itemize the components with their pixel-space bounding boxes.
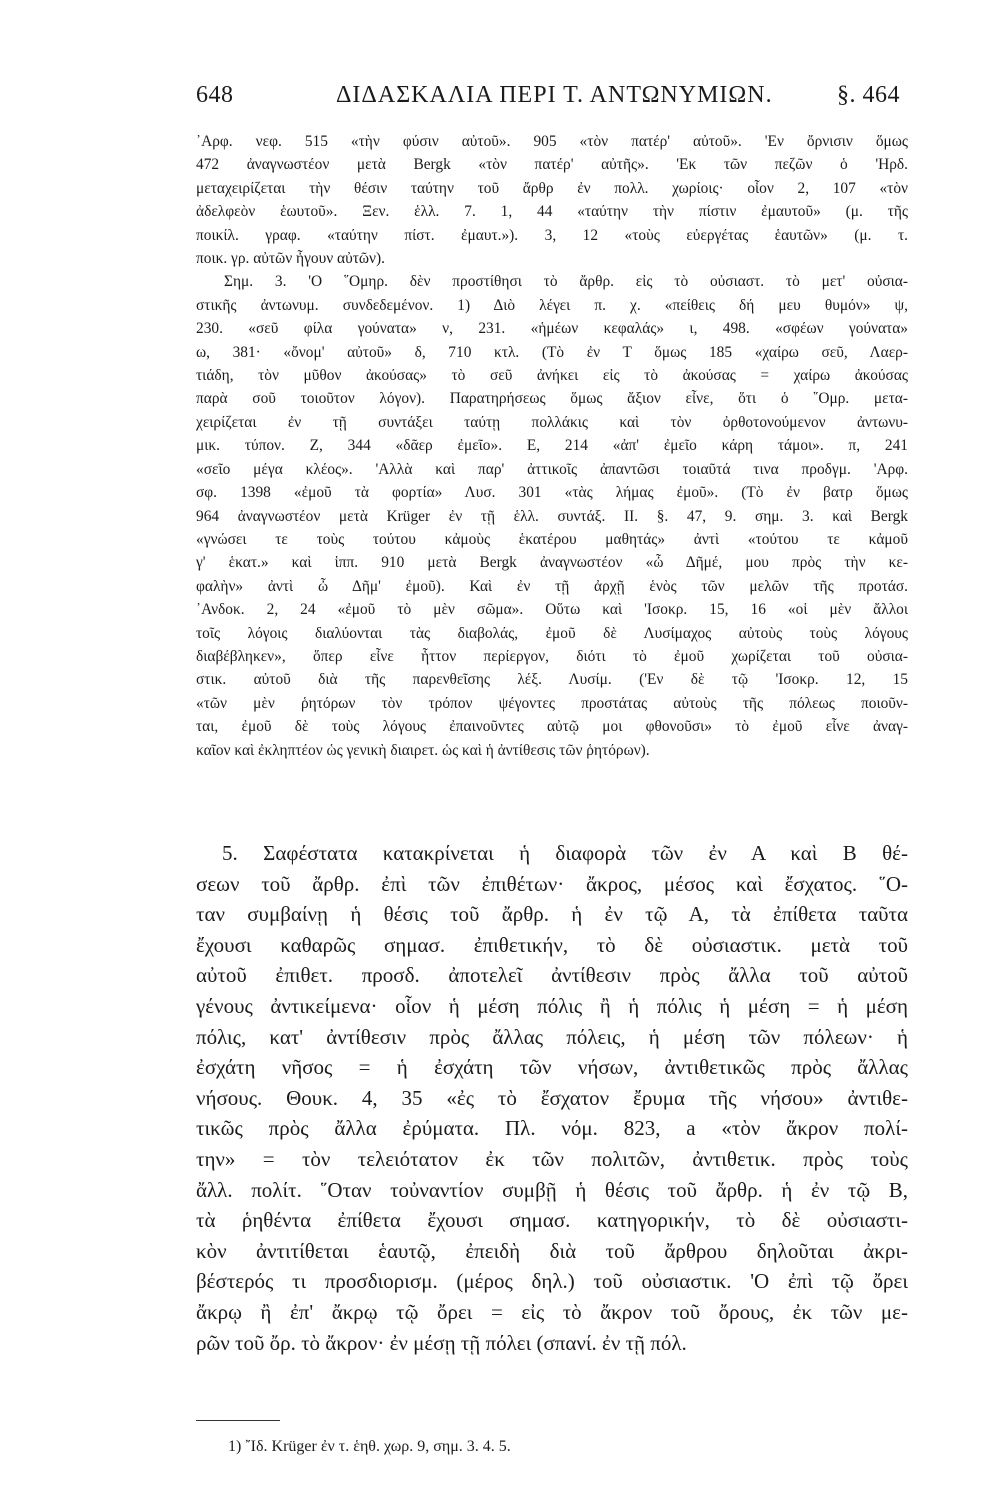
- text-line: φαλὴν» ἀντὶ ὦ Δῆμ' ἐμοῦ). Καὶ ἐν τῇ ἀρχῇ ἑνὸς τῶν μελῶν τῆς προτάσ.: [196, 577, 908, 595]
- text-line: μικ. τύπον. Ζ, 344 «δᾶερ ἐμεῖο». Ε, 214 «ἀπ' ἐμεῖο κάρη τάμοι». π, 241: [196, 437, 908, 455]
- text-line: 5. Σαφέστατα κατακρίνεται ἡ διαφορὰ τῶν ἐν Α καὶ Β θέ-: [222, 841, 908, 865]
- text-line: Σημ. 3. 'Ο ῞Ομηρ. δὲν προστίθησι τὸ ἄρθρ. εἰς τὸ οὐσιαστ. τὸ μετ' οὐσια-: [224, 273, 908, 291]
- running-header: [196, 82, 900, 116]
- text-line: ᾿Ανδοκ. 2, 24 «ἐμοῦ τὸ μὲν σῶμα». Οὕτω καὶ 'Ισοκρ. 15, 16 «οἱ μὲν ἄλλοι: [196, 601, 908, 619]
- text-line: παρὰ σοῦ τοιοῦτον λόγον). Παρατηρήσεως ὅμως ἄξιον εἶνε, ὅτι ὁ ῞Ομρ. μετα-: [196, 390, 908, 408]
- text-line: ἔχουσι καθαρῶς σημασ. ἐπιθετικήν, τὸ δὲ οὐσιαστικ. μετὰ τοῦ: [196, 932, 908, 957]
- text-line: ἄκρῳ ἢ ἐπ' ἄκρῳ τῷ ὄρει = εἰς τὸ ἄκρον τοῦ ὄρους, ἐκ τῶν με-: [196, 1299, 908, 1324]
- text-line: τὰ ῥηθέντα ἐπίθετα ἔχουσι σημασ. κατηγορικήν, τὸ δὲ οὐσιαστι-: [196, 1208, 908, 1233]
- text-line: μεταχειρίζεται τὴν θέσιν ταύτην τοῦ ἄρθρ ἐν πολλ. χωρίοις· οἷον 2, 107 «τὸν: [196, 179, 908, 197]
- text-line: ἄλλ. πολίτ. ῞Οταν τοὐναντίον συμβῇ ἡ θέσις τοῦ ἄρθρ. ἡ ἐν τῷ Β,: [196, 1177, 908, 1202]
- footnote-rule: [196, 1420, 280, 1421]
- text-line: ἀδελφεὸν ἑωυτοῦ». Ξεν. ἑλλ. 7. 1, 44 «ταύτην τὴν πίστιν ἐμαυτοῦ» (μ. τῆς: [196, 203, 908, 221]
- text-line: «σεῖο μέγα κλέος». 'Αλλὰ καὶ παρ' ἀττικοῖς ἀπαντῶσι τοιαῦτά τινα προδγμ. 'Αρφ.: [196, 460, 908, 478]
- text-line: ται, ἐμοῦ δὲ τοὺς λόγους ἐπαινοῦντες αὐτῷ μοι φθονοῦσι» τὸ ἐμοῦ εἶνε ἀναγ-: [196, 718, 908, 736]
- text-line: κὸν ἀντιτίθεται ἑαυτῷ, ἐπειδὴ διὰ τοῦ ἄρθρου δηλοῦται ἀκρι-: [196, 1238, 908, 1263]
- text-line: γένους ἀντικείμενα· οἷον ἡ μέση πόλις ἢ ἡ πόλις ἡ μέση = ἡ μέση: [196, 993, 908, 1018]
- running-title: ΔΙΔΑΣΚΑΛΙΑ ΠΕΡΙ Τ. ΑΝΤΩΝΥΜΙΩΝ.: [336, 82, 773, 108]
- text-line: ρῶν τοῦ ὄρ. τὸ ἄκρον· ἐν μέσῃ τῇ πόλει (σπανί. ἐν τῇ πόλ.: [196, 1330, 687, 1355]
- text-line: στικ. αὐτοῦ διὰ τῆς παρενθεῖσης λέξ. Λυσίμ. ('Εν δὲ τῷ 'Ισοκρ. 12, 15: [196, 671, 908, 689]
- text-line: ποικίλ. γραφ. «ταύτην πίστ. ἐμαυτ.»). 3, 12 «τοὺς εὐεργέτας ἑαυτῶν» (μ. τ.: [196, 226, 908, 244]
- text-line: σφ. 1398 «ἐμοῦ τὰ φορτία» Λυσ. 301 «τὰς λήμας ἐμοῦ». (Τὸ ἐν βατρ ὅμως: [196, 484, 908, 502]
- text-line: χειρίζεται ἐν τῇ συντάξει ταύτῃ πολλάκις καὶ τὸν ὀρθοτονούμενον ἀντωνυ-: [196, 413, 908, 431]
- text-line: διαβέβληκεν», ὅπερ εἶνε ἧττον περίεργον, διότι τὸ ἐμοῦ χωρίζεται τοῦ οὐσια-: [196, 647, 908, 665]
- text-line: στικῆς ἀντωνυμ. συνδεδεμένον. 1) Διὸ λέγει π. χ. «πείθεις δή μευ θυμόν» ψ,: [196, 296, 908, 314]
- text-line: τικῶς πρὸς ἄλλα ἐρύματα. Πλ. νόμ. 823, a «τὸν ἄκρον πολί-: [196, 1116, 908, 1141]
- text-line: 472 ἀναγνωστέον μετὰ Bergk «τὸν πατέρ' αὐτῆς». 'Εκ τῶν πεζῶν ὁ 'Ηρδ.: [196, 156, 908, 174]
- section-number: §. 464: [837, 82, 900, 108]
- text-line: ω, 381· «ὄνομ' αὐτοῦ» δ, 710 κτλ. (Τὸ ἐν Τ ὅμως 185 «χαίρω σεῦ, Λαερ-: [196, 343, 908, 361]
- small-print-block: [196, 130, 908, 762]
- text-line: «τῶν μὲν ῥητόρων τὸν τρόπον ψέγοντες προστάτας αὐτοὺς τῆς πόλεως ποιοῦν-: [196, 694, 908, 712]
- text-line: νήσους. Θουκ. 4, 35 «ἐς τὸ ἔσχατον ἔρυμα τῆς νήσου» ἀντιθε-: [196, 1085, 908, 1110]
- text-line: αὐτοῦ ἐπιθετ. προσδ. ἀποτελεῖ ἀντίθεσιν πρὸς ἄλλα τοῦ αὐτοῦ: [196, 963, 908, 988]
- text-line: ταν συμβαίνῃ ἡ θέσις τοῦ ἄρθρ. ἡ ἐν τῷ Α, τὰ ἐπίθετα ταῦτα: [196, 902, 908, 927]
- text-line: βέστερός τι προσδιορισμ. (μέρος δηλ.) τοῦ οὐσιαστικ. 'Ο ἐπὶ τῷ ὄρει: [196, 1269, 908, 1294]
- text-line: ᾿Αρφ. νεφ. 515 «τὴν φύσιν αὐτοῦ». 905 «τὸν πατέρ' αὐτοῦ». 'Εν ὄρνισιν ὅμως: [196, 133, 908, 150]
- text-line: τιάδη, τὸν μῦθον ἀκούσας» τὸ σεῦ ἀνήκει εἰς τὸ ἀκούσας = χαίρω ἀκούσας: [196, 367, 908, 385]
- text-line: «γνώσει τε τοὺς τούτου κἀμοὺς ἑκατέρου μαθητάς» ἀντὶ «τούτου τε κἀμοῦ: [196, 530, 908, 548]
- text-line: πόλις, κατ' ἀντίθεσιν πρὸς ἄλλας πόλεις, ἡ μέση τῶν πόλεων· ἡ: [196, 1024, 908, 1049]
- text-line: γ' ἑκατ.» καὶ ἱππ. 910 μετὰ Bergk ἀναγνωστέον «ὦ Δῆμέ, μου πρὸς τὴν κε-: [196, 554, 908, 572]
- text-line: ἐσχάτη νῆσος = ἡ ἐσχάτη τῶν νήσων, ἀντιθετικῶς πρὸς ἄλλας: [196, 1055, 908, 1080]
- text-line: 964 ἀναγνωστέον μετὰ Krüger ἐν τῇ ἑλλ. συντάξ. ΙΙ. §. 47, 9. σημ. 3. καὶ Bergk: [196, 507, 908, 525]
- text-line: την» = τὸν τελειότατον ἐκ τῶν πολιτῶν, ἀντιθετικ. πρὸς τοὺς: [196, 1146, 908, 1171]
- text-line: τοῖς λόγοις διαλύονται τὰς διαβολάς, ἐμοῦ δὲ Λυσίμαχος αὐτοὺς τοὺς λόγους: [196, 624, 908, 642]
- text-line: σεων τοῦ ἄρθρ. ἐπὶ τῶν ἐπιθέτων· ἄκρος, μέσος καὶ ἔσχατος. ῞Ο-: [196, 871, 908, 896]
- text-line: 230. «σεῦ φίλα γούνατα» ν, 231. «ἡμέων κεφαλάς» ι, 498. «σφέων γούνατα»: [196, 320, 908, 338]
- text-line: καῖον καὶ ἐκληπτέον ὡς γενικὴ διαιρετ. ὡς καὶ ἡ ἀντίθεσις τῶν ῥητόρων).: [196, 741, 650, 759]
- text-line: ποικ. γρ. αὐτῶν ἦγουν αὐτῶν).: [196, 250, 385, 268]
- paragraph-5: [196, 838, 908, 1358]
- footnote: 1) ῎Ιδ. Krüger ἐν τ. ἑηθ. χωρ. 9, σημ. 3. 4. 5.: [228, 1438, 511, 1455]
- page-number: 648: [196, 82, 234, 108]
